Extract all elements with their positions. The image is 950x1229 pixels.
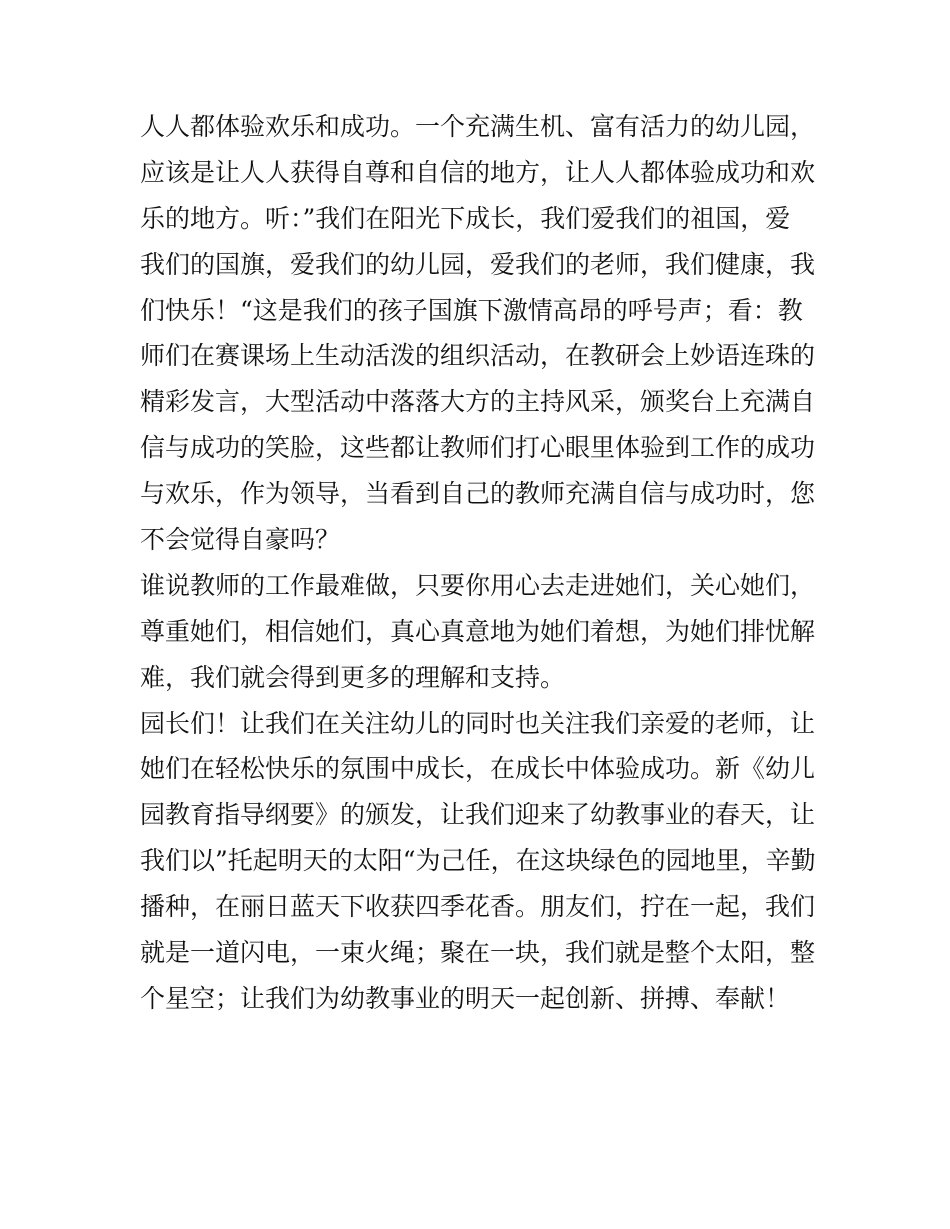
text-line: 精彩发言，大型活动中落落大方的主持风采，颁奖台上充满自 xyxy=(140,387,816,417)
text-line: 应该是让人人获得自尊和自信的地方，让人人都体验成功和欢 xyxy=(140,157,816,187)
text-line: 我们以”托起明天的太阳“为己任，在这块绿色的园地里，辛勤 xyxy=(140,846,816,876)
text-line: 与欢乐，作为领导，当看到自己的教师充满自信与成功时，您 xyxy=(140,479,816,509)
text-line: 信与成功的笑脸，这些都让教师们打心眼里体验到工作的成功 xyxy=(140,433,816,463)
text-line: 不会觉得自豪吗？ xyxy=(140,525,341,555)
text-line: 我们的国旗，爱我们的幼儿园，爱我们的老师，我们健康，我 xyxy=(140,249,816,279)
text-line: 乐的地方。听：”我们在阳光下成长，我们爱我们的祖国，爱 xyxy=(140,203,791,233)
text-line: 园教育指导纲要》的颁发，让我们迎来了幼教事业的春天，让 xyxy=(140,800,816,830)
text-line: 园长们！让我们在关注幼儿的同时也关注我们亲爱的老师，让 xyxy=(140,708,816,738)
paragraph-1 xyxy=(140,104,820,563)
text-line: 谁说教师的工作最难做，只要你用心去走进她们，关心她们， xyxy=(140,570,816,600)
text-line: 尊重她们，相信她们，真心真意地为她们着想，为她们排忧解 xyxy=(140,616,816,646)
paragraph-2 xyxy=(140,563,820,701)
text-line: 难，我们就会得到更多的理解和支持。 xyxy=(140,662,566,692)
document-body xyxy=(140,104,820,1022)
text-line: 们快乐！“这是我们的孩子国旗下激情高昂的呼号声；看：教 xyxy=(140,295,803,325)
text-line: 她们在轻松快乐的氛围中成长，在成长中体验成功。新《幼儿 xyxy=(140,754,816,784)
text-line: 师们在赛课场上生动活泼的组织活动，在教研会上妙语连珠的 xyxy=(140,341,816,371)
text-line: 人人都体验欢乐和成功。一个充满生机、富有活力的幼儿园， xyxy=(140,112,816,141)
text-line: 个星空；让我们为幼教事业的明天一起创新、拼搏、奉献！ xyxy=(140,983,791,1013)
text-line: 播种，在丽日蓝天下收获四季花香。朋友们，拧在一起，我们 xyxy=(140,892,816,922)
paragraph-3 xyxy=(140,701,820,1022)
text-line: 就是一道闪电，一束火绳；聚在一块，我们就是整个太阳，整 xyxy=(140,938,816,968)
